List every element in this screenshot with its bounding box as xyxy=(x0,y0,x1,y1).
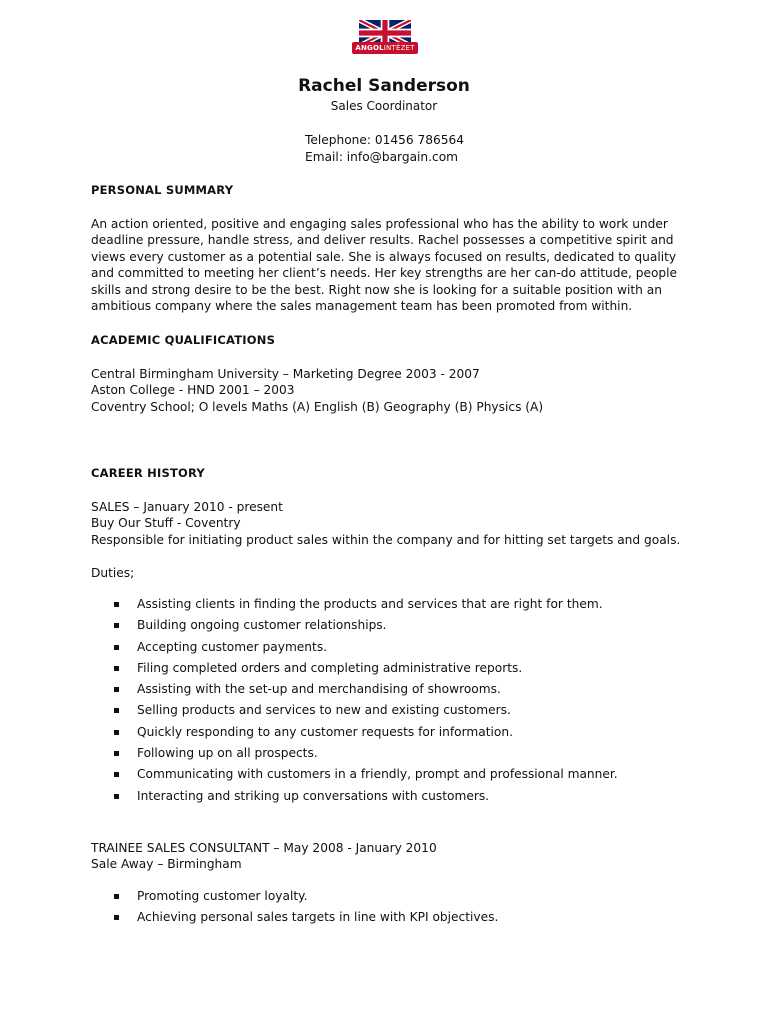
duty-text: Assisting clients in finding the products and services that are right for them. xyxy=(137,597,603,611)
list-item xyxy=(114,786,618,807)
list-item xyxy=(114,700,618,721)
summary-line: deadline pressure, handle stress, and deliver results. Rachel possesses a competitive spirit and xyxy=(91,233,674,248)
contact-block xyxy=(305,132,464,165)
duty-text: Interacting and striking up conversations with customers. xyxy=(137,788,490,803)
summary-line: An action oriented, positive and engaging sales professional who has the ability to work under xyxy=(91,217,668,231)
duty-text: Promoting customer loyalty. xyxy=(137,889,308,903)
job-title: SALES – January 2010 - present xyxy=(91,500,283,514)
job-2-duties-list xyxy=(114,886,498,929)
career-history-heading: CAREER HISTORY xyxy=(91,466,205,480)
qualification-item: Coventry School; O levels Maths (A) English (B) Geography (B) Physics (A) xyxy=(91,399,544,414)
bullet-icon xyxy=(114,794,119,799)
job-company: Sale Away – Birmingham xyxy=(91,857,242,872)
duties-label: Duties; xyxy=(91,566,135,580)
bullet-icon xyxy=(114,751,119,756)
bullet-icon xyxy=(114,623,119,628)
email: Email: info@bargain.com xyxy=(305,149,459,164)
qualification-item: Central Birmingham University – Marketing Degree 2003 - 2007 xyxy=(91,367,480,381)
job-1-duties-list xyxy=(114,594,618,807)
list-item xyxy=(114,743,618,764)
logo-text-regular: INTÉZET xyxy=(383,44,415,52)
summary-line: ambitious company where the sales management team has been promoted from within. xyxy=(91,299,633,314)
list-item xyxy=(114,679,618,700)
job-title: TRAINEE SALES CONSULTANT – May 2008 - January 2010 xyxy=(91,841,437,855)
duty-text: Accepting customer payments. xyxy=(137,639,328,654)
logo-text-bold: ANGOL xyxy=(355,44,384,52)
list-item xyxy=(114,637,618,658)
job-company: Buy Our Stuff - Coventry xyxy=(91,516,241,531)
bullet-icon xyxy=(114,915,119,920)
job-description: Responsible for initiating product sales within the company and for hitting set targets and goals. xyxy=(91,532,681,547)
duty-text: Following up on all prospects. xyxy=(137,746,318,761)
list-item xyxy=(114,722,618,743)
bullet-icon xyxy=(114,708,119,713)
list-item xyxy=(114,907,498,928)
logo-banner xyxy=(352,42,418,54)
list-item xyxy=(114,764,618,785)
duty-text: Assisting with the set-up and merchandising of showrooms. xyxy=(137,682,501,697)
list-item xyxy=(114,886,498,907)
duty-text: Achieving personal sales targets in line with KPI objectives. xyxy=(137,910,499,925)
candidate-role: Sales Coordinator xyxy=(330,99,438,113)
duty-text: Selling products and services to new and existing customers. xyxy=(137,703,511,718)
qualification-item: Aston College - HND 2001 – 2003 xyxy=(91,383,295,398)
bullet-icon xyxy=(114,894,119,899)
personal-summary-heading: PERSONAL SUMMARY xyxy=(91,183,234,197)
summary-line: views every customer as a potential sale. She is always focused on results, dedicated to quality xyxy=(91,249,677,264)
bullet-icon xyxy=(114,602,119,607)
bullet-icon xyxy=(114,772,119,777)
academic-list xyxy=(91,366,691,415)
duty-text: Communicating with customers in a friendly, prompt and professional manner. xyxy=(137,767,618,782)
bullet-icon xyxy=(114,730,119,735)
bullet-icon xyxy=(114,645,119,650)
list-item xyxy=(114,658,618,679)
personal-summary-text xyxy=(91,216,691,314)
bullet-icon xyxy=(114,666,119,671)
job-1-header xyxy=(91,499,691,548)
list-item xyxy=(114,594,618,615)
academic-heading: ACADEMIC QUALIFICATIONS xyxy=(91,333,276,347)
candidate-name: Rachel Sanderson xyxy=(298,76,470,96)
angol-intezet-logo xyxy=(350,20,420,62)
job-2-header xyxy=(91,840,691,873)
duty-text: Filing completed orders and completing administrative reports. xyxy=(137,660,523,675)
summary-line: skills and strong desire to be the best. Right now she is looking for a suitable position with an xyxy=(91,282,662,297)
list-item xyxy=(114,615,618,636)
bullet-icon xyxy=(114,687,119,692)
summary-line: and committed to meeting her client’s needs. Her key strengths are her can-do attitude, people xyxy=(91,266,678,281)
duty-text: Building ongoing customer relationships. xyxy=(137,618,387,633)
duty-text: Quickly responding to any customer requests for information. xyxy=(137,724,513,739)
telephone: Telephone: 01456 786564 xyxy=(305,133,465,147)
